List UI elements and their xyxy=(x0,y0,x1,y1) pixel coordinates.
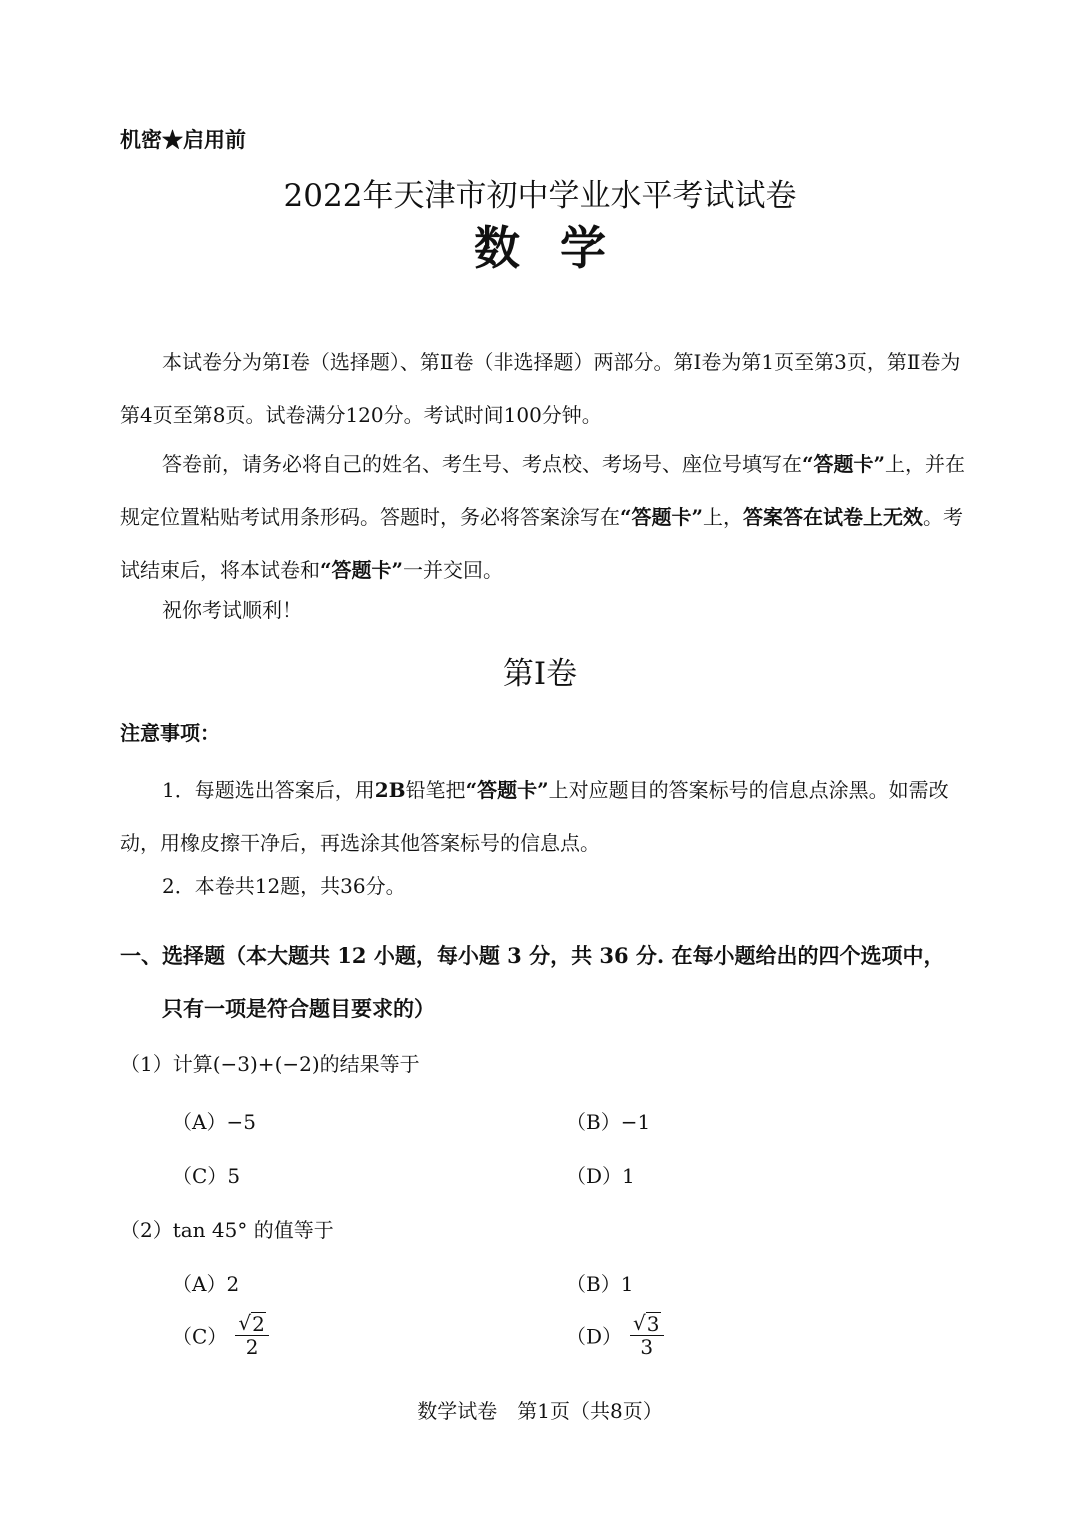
numerator xyxy=(235,1312,268,1336)
option-label: （A） xyxy=(172,1272,227,1296)
p2-bold-card-2: “答题卡” xyxy=(620,505,704,529)
p2-text-e: 上， xyxy=(703,505,744,529)
q2-option-a xyxy=(172,1268,239,1297)
q1-option-d xyxy=(566,1160,635,1189)
p2-bold-card-3: “答题卡” xyxy=(320,558,404,582)
n1-bold-card: “答题卡” xyxy=(465,778,549,802)
subject-title: 数学 xyxy=(474,221,646,275)
notice-title: 注意事项： xyxy=(120,721,220,745)
radical-sign: √ xyxy=(633,1311,646,1335)
option-value: −1 xyxy=(620,1110,651,1134)
p2-text-a: 答卷前，请务必将自己的姓名、考生号、考点校、考场号、座位号填写在 xyxy=(162,452,802,476)
option-label: （D） xyxy=(566,1324,623,1349)
fraction-sqrt3-over-3 xyxy=(630,1312,663,1358)
fraction-sqrt2-over-2 xyxy=(235,1312,268,1358)
n1-text-c: 铅笔把 xyxy=(405,778,466,802)
q1-option-a xyxy=(172,1106,256,1135)
q2-option-d xyxy=(566,1312,664,1358)
q2-option-c xyxy=(172,1312,269,1358)
n1-text-a: 1．每题选出答案后，用 xyxy=(162,778,375,802)
volume-title: 第Ⅰ卷 xyxy=(502,656,578,692)
intro-paragraph-1: 本试卷分为第Ⅰ卷（选择题）、第Ⅱ卷（非选择题）两部分。第Ⅰ卷为第1页至第3页，第Ⅱ卷为第4页至第8页。试卷满分120分。考试时间100分钟。 xyxy=(120,350,961,427)
q2-option-b xyxy=(566,1268,633,1297)
option-value: 5 xyxy=(227,1164,241,1188)
intro-paragraph-2 xyxy=(120,438,965,597)
q1-option-b xyxy=(566,1106,650,1135)
p2-text-i: 一并交回。 xyxy=(403,558,504,582)
option-label: （D） xyxy=(566,1164,623,1188)
denominator: 2 xyxy=(245,1335,259,1359)
question-1-stem: （1）计算(−3)+(−2)的结果等于 xyxy=(120,1052,420,1076)
radicand: 2 xyxy=(252,1312,265,1336)
good-luck-text: 祝你考试顺利！ xyxy=(162,598,302,622)
option-value: 1 xyxy=(622,1164,635,1188)
section-heading: 一、选择题（本大题共 12 小题，每小题 3 分，共 36 分. 在每小题给出的四个选项中， xyxy=(120,943,945,968)
p2-bold-card: “答题卡” xyxy=(802,452,886,476)
denominator: 3 xyxy=(640,1335,654,1359)
option-value: 2 xyxy=(226,1272,240,1296)
page-footer: 数学试卷 第1页（共8页） xyxy=(417,1399,663,1423)
numerator xyxy=(630,1312,663,1336)
p2-text-c: 上，并在规定位置粘贴考试用条形码。答题时，务必将答案涂写在 xyxy=(120,452,966,529)
option-label: （A） xyxy=(172,1110,227,1134)
question-2-stem: （2）tan 45° 的值等于 xyxy=(120,1218,334,1242)
option-value: −5 xyxy=(226,1110,256,1134)
option-value: 1 xyxy=(620,1272,634,1296)
n1-text-e: 上对应题目的答案标号的信息点涂黑。如需改动，用橡皮擦干净后，再选涂其他答案标号的信息点。 xyxy=(120,778,949,855)
p2-text-g: 。考试结束后，将本试卷和 xyxy=(120,505,964,582)
notice-item-2: 2．本卷共12题，共36分。 xyxy=(162,874,406,898)
option-label: （C） xyxy=(172,1324,228,1349)
q1-option-c xyxy=(172,1160,240,1189)
notice-item-1 xyxy=(120,764,965,870)
section-heading-line2: 只有一项是符合题目要求的） xyxy=(162,996,435,1021)
option-label: （B） xyxy=(566,1110,621,1134)
radical-sign: √ xyxy=(238,1311,252,1335)
option-label: （B） xyxy=(566,1272,621,1296)
radicand: 3 xyxy=(646,1312,660,1336)
option-label: （C） xyxy=(172,1164,228,1188)
n1-bold-2b: 2B xyxy=(374,778,406,802)
p2-bold-invalid: 答案答在试卷上无效 xyxy=(743,505,924,529)
confidential-mark: 机密★启用前 xyxy=(120,127,246,152)
exam-title: 2022年天津市初中学业水平考试试卷 xyxy=(283,178,797,214)
